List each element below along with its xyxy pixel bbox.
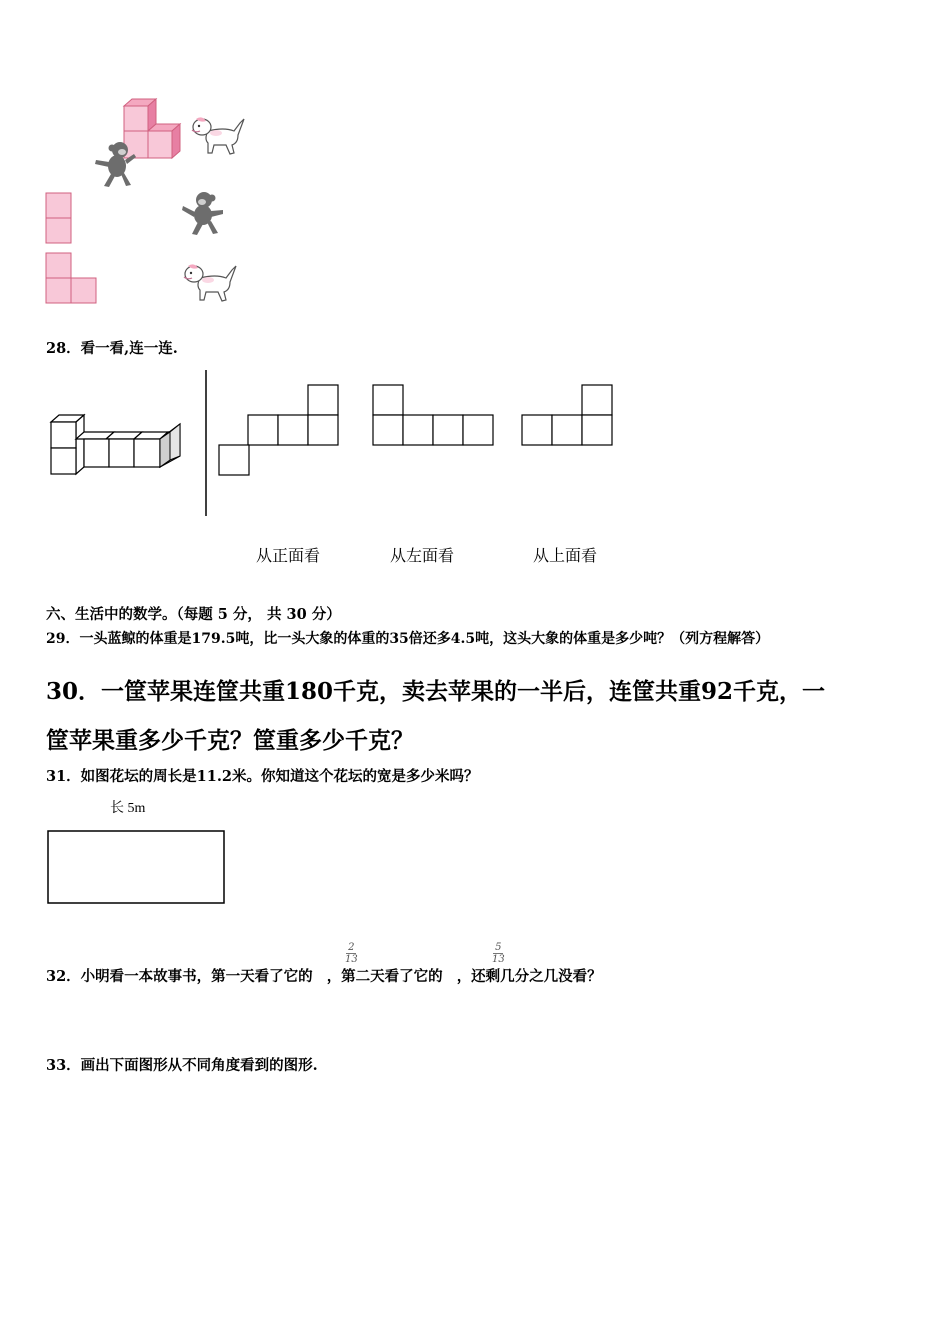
fraction-denominator: 13 [492, 954, 505, 965]
monkey-icon [92, 140, 138, 188]
question-32-part-2: ，第二天看了它的 [326, 968, 443, 985]
fraction-5-13 [492, 942, 505, 965]
cube-solid-3d-figure [48, 412, 184, 480]
pink-two-stack-figure [45, 192, 73, 246]
flowerbed-rectangle [46, 830, 228, 906]
fraction-2-13 [345, 942, 358, 965]
question-32-part-3: ，还剩几分之几没看？ [456, 968, 602, 985]
question-31: 31．如图花坛的周长是11.2米。你知道这个花坛的宽是多少米吗？ [46, 768, 479, 785]
view-shape-staircase [218, 384, 342, 478]
rectangle-length-label: 长 5m [110, 801, 146, 816]
question-30-line-1: 30．一筐苹果连筐共重180千克，卖去苹果的一半后，连筐共重92千克，一 [46, 678, 826, 705]
section-6-title: 六、生活中的数学。（每题 5 分， 共 30 分） [46, 606, 341, 623]
view-shape-right-tall [521, 384, 617, 448]
view-label-front: 从正面看 [256, 546, 321, 565]
pink-l-shape-figure [45, 252, 101, 306]
question-30-line-2: 筐苹果重多少千克？筐重多少千克？ [46, 727, 414, 754]
fraction-denominator: 13 [345, 954, 358, 965]
question-32-part-1: 32．小明看一本故事书，第一天看了它的 [46, 968, 313, 985]
view-shape-left-tall [372, 384, 498, 448]
question-29: 29．一头蓝鲸的体重是179.5吨，比一头大象的体重的35倍还多4.5吨，这头大象的体重是多少吨？（列方程解答） [46, 631, 770, 647]
view-label-top: 从上面看 [533, 546, 598, 565]
fraction-numerator: 2 [348, 942, 355, 953]
view-label-left: 从左面看 [390, 546, 455, 565]
fraction-numerator: 5 [495, 942, 502, 953]
dog-icon [180, 260, 242, 304]
dog-icon [188, 113, 250, 157]
question-33: 33．画出下面图形从不同角度看到的图形. [46, 1057, 318, 1074]
monkey-icon [180, 190, 226, 236]
question-28: 28．看一看,连一连. [46, 340, 178, 357]
question-32 [46, 965, 602, 986]
divider-line [204, 370, 208, 516]
